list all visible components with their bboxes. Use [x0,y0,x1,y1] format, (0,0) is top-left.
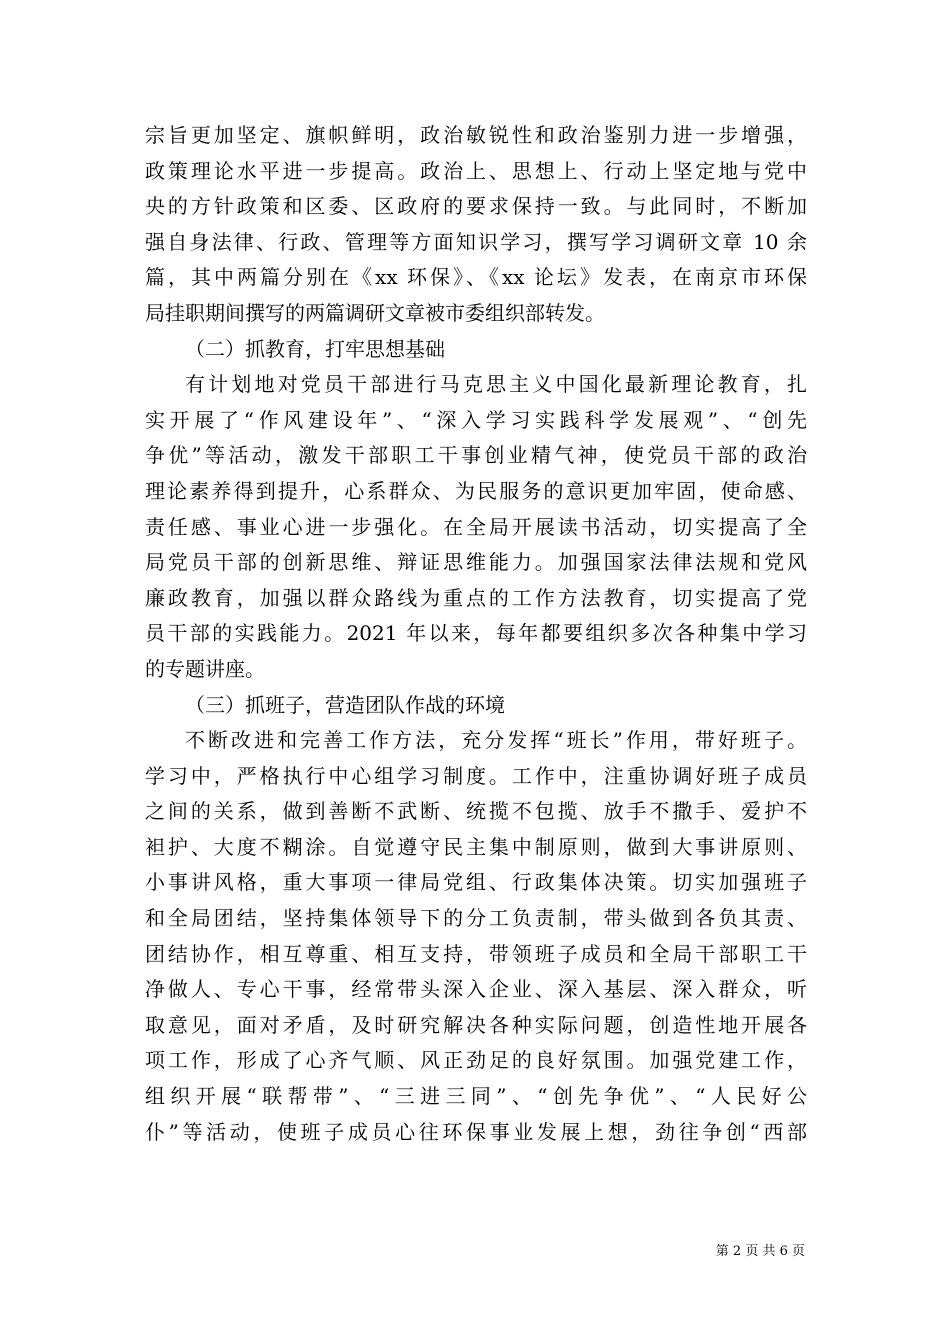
page-number-footer: 第 2 页 共 6 页 [715,1244,805,1259]
text-line: 实开展了“作风建设年”、“深入学习实践科学发展观”、“创先 [145,407,807,432]
text-line: 理论素养得到提升，心系群众、为民服务的意识更加牢固，使命感、 [145,478,807,503]
text-line: 不断改进和完善工作方法，充分发挥“班长”作用，带好班子。 [185,728,807,753]
text-line: 仆”等活动，使班子成员心往环保事业发展上想，劲往争创“西部 [145,1119,807,1144]
text-line: 央的方针政策和区委、区政府的要求保持一致。与此同时，不断加 [145,194,807,219]
text-line: 局党员干部的创新思维、辩证思维能力。加强国家法律法规和党风 [145,550,807,575]
text-line: 篇，其中两篇分别在《xx 环保》、《xx 论坛》发表，在南京市环保 [145,265,807,290]
text-line: 局挂职期间撰写的两篇调研文章被市委组织部转发。 [145,300,605,325]
text-line: 项工作，形成了心齐气顺、风正劲足的良好氛围。加强党建工作， [145,1048,807,1073]
document-body [145,118,807,1150]
text-line: 宗旨更加坚定、旗帜鲜明，政治敏锐性和政治鉴别力进一步增强， [145,123,807,147]
text-line: 政策理论水平进一步提高。政治上、思想上、行动上坚定地与党中 [145,158,807,183]
text-line: 袒护、大度不糊涂。自觉遵守民主集中制原则，做到大事讲原则、 [145,834,807,859]
text-line: 争优”等活动，激发干部职工干事创业精气神，使党员干部的政治 [145,443,807,468]
text-line: 组织开展“联帮带”、“三进三同”、“创先争优”、“人民好公 [145,1084,807,1109]
text-line: 学习中，严格执行中心组学习制度。工作中，注重协调好班子成员 [145,763,807,788]
text-line: 员干部的实践能力。2021 年以来，每年都要组织多次各种集中学习 [145,621,807,646]
text-line: 净做人、专心干事，经常带头深入企业、深入基层、深入群众，听 [145,977,807,1002]
text-line: 的专题讲座。 [145,656,265,681]
text-line: 之间的关系，做到善断不武断、统揽不包揽、放手不撒手、爱护不 [145,799,807,824]
text-line: 小事讲风格，重大事项一律局党组、行政集体决策。切实加强班子 [145,870,807,895]
text-line: 团结协作，相互尊重、相互支持，带领班子成员和全局干部职工干 [145,941,807,966]
text-line: 有计划地对党员干部进行马克思主义中国化最新理论教育，扎 [185,372,807,397]
section-heading: （二）抓教育，打牢思想基础 [185,336,445,361]
text-line: 责任感、事业心进一步强化。在全局开展读书活动，切实提高了全 [145,514,807,539]
text-line: 廉政教育，加强以群众路线为重点的工作方法教育，切实提高了党 [145,585,807,610]
text-line: 和全局团结，坚持集体领导下的分工负责制，带头做到各负其责、 [145,906,807,931]
text-line: 取意见，面对矛盾，及时研究解决各种实际问题，创造性地开展各 [145,1012,807,1037]
section-heading: （三）抓班子，营造团队作战的环境 [185,692,505,717]
text-line: 强自身法律、行政、管理等方面知识学习，撰写学习调研文章 10 余 [145,229,807,254]
